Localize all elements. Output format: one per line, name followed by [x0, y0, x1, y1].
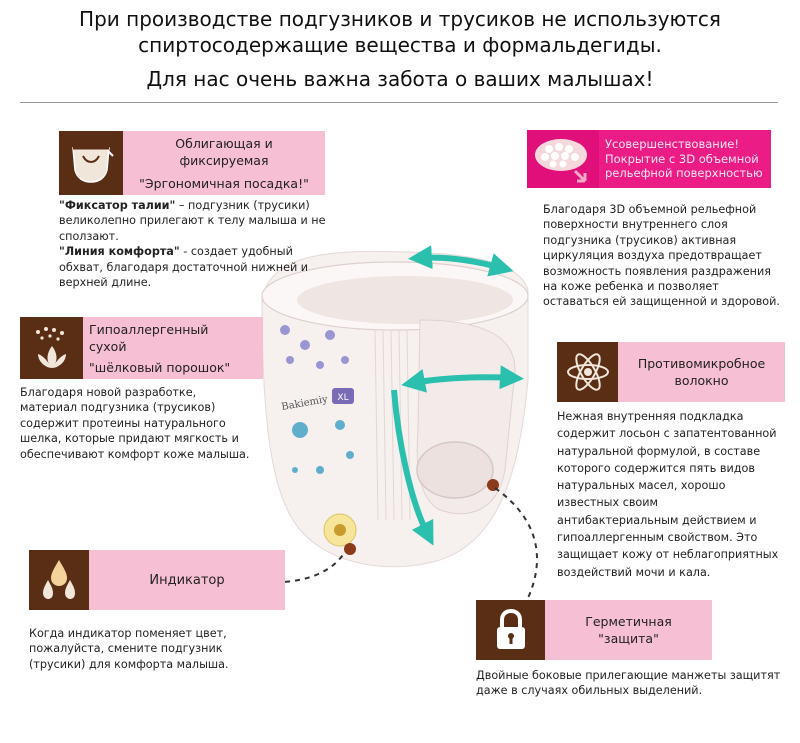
- feature-fit: [59, 131, 325, 195]
- feature-sealed-label: [545, 600, 712, 660]
- diaper-pants-icon: [59, 131, 123, 195]
- feature-hypo: [20, 317, 263, 379]
- feature-hypo-desc: Благодаря новой разработке, материал подгузника (трусиков) содержит протеины натурального шелка, которые придают мягкость и обеспечивают комфорт коже малыша.: [20, 386, 250, 461]
- atom-icon: [557, 342, 618, 402]
- feature-surface-label: [599, 130, 771, 188]
- header-line-1a: При производстве подгузников и трусиков не используются: [79, 7, 721, 31]
- fit-text-2: - создает удобный обхват, благодаря достаточной нижней и верхней длине.: [59, 245, 309, 290]
- header-line-2: Для нас очень важна забота о ваших малышах!: [146, 67, 654, 91]
- lotus-powder-icon: [20, 317, 83, 379]
- indicator-graphic: [324, 514, 356, 546]
- hypo-line-3: "шёлковый порошок": [89, 359, 231, 375]
- feature-fit-desc: [59, 198, 339, 290]
- feature-fit-title: Облигающая и фиксируемая: [175, 135, 273, 168]
- feature-fit-label: [123, 131, 325, 195]
- indicator-title: Индикатор: [149, 572, 225, 588]
- sealed-line-1: Герметичная: [585, 614, 672, 629]
- surface-line-2: Покрытие с 3D объемной: [605, 151, 759, 166]
- feature-indicator-desc: Когда индикатор поменяет цвет, пожалуйста, смените подгузник (трусики) для комфорта малыша.: [29, 627, 229, 671]
- feature-antimicrobial: [557, 342, 785, 402]
- hypo-line-1: Гипоаллергенный: [89, 321, 209, 337]
- feature-antimicrobial-desc: Нежная внутренняя подкладка содержит лосьон с запатентованной натуральной формулой, в составе которого содержится пять видов натуральных масел, хорошо известных своим антибактериальным действием и гипоаллергенным свойством. Это защищает кожу от неблагоприятных воздействий мочи и кала.: [557, 410, 779, 579]
- surface-line-3: рельефной поверхностью: [605, 166, 763, 181]
- feature-indicator-label: [89, 550, 285, 610]
- feature-hypo-label: [83, 317, 263, 379]
- feature-surface-desc: Благодаря 3D объемной рельефной поверхности внутреннего слоя подгузника (трусиков) активная циркуляция воздуха предотвращает возможность появления раздражения на коже ребенка и позволяет оставаться ей защищенной и здоровой.: [543, 203, 780, 309]
- antimicrobial-line-2: волокно: [674, 373, 729, 388]
- antimicrobial-line-1: Противомикробное: [637, 356, 766, 371]
- padlock-icon: [476, 600, 545, 660]
- feature-fit-subtitle: "Эргономичная посадка!": [139, 175, 309, 191]
- feature-sealed-desc: Двойные боковые прилегающие манжеты защитят даже в случаях обильных выделений.: [476, 669, 781, 698]
- size-text: XL: [337, 393, 349, 403]
- drops-icon: [29, 550, 89, 610]
- hypo-line-2: сухой: [89, 338, 127, 354]
- feature-indicator: [29, 550, 285, 610]
- 3d-surface-icon: [527, 130, 599, 188]
- header-line-1b: спиртосодержащие вещества и формальдегиды.: [138, 33, 662, 57]
- feature-surface: [527, 130, 771, 188]
- fit-term-1: "Фиксатор талии": [59, 199, 176, 212]
- feature-antimicrobial-label: [618, 342, 785, 402]
- sealed-line-2: "защита": [598, 631, 659, 646]
- fit-term-2: "Линия комфорта": [59, 245, 180, 259]
- fit-text-1: – подгузник (трусики) великолепно прилегают к телу малыша и не сползают.: [59, 199, 326, 243]
- brand-text: Bakiemiy: [280, 393, 329, 413]
- feature-sealed: [476, 600, 712, 660]
- surface-line-1: Усовершенствование!: [605, 137, 739, 152]
